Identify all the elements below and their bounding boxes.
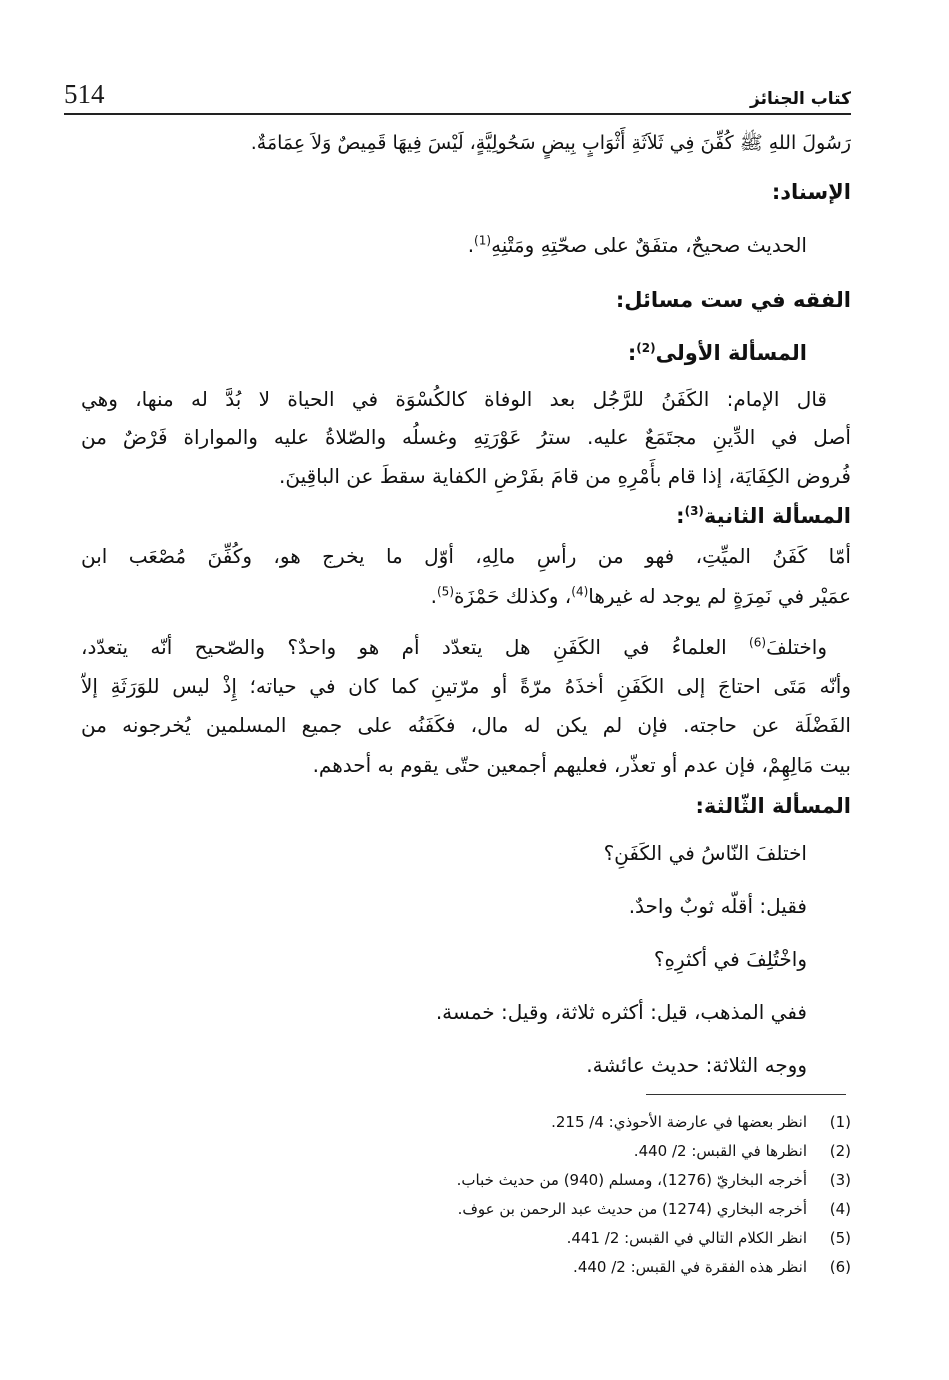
footnote-1 — [91, 1108, 851, 1137]
footnote-ref-6: (6) — [749, 635, 767, 650]
footnote-text: انظر هذه الفقرة في القبس: 2/ 440. — [573, 1258, 807, 1276]
footnote-ref-2: (2) — [636, 341, 656, 355]
isnad-heading: الإسناد: — [771, 180, 851, 204]
footnote-6 — [91, 1253, 851, 1282]
footnote-text: انظرها في القبس: 2/ 440. — [633, 1142, 807, 1160]
question-3-heading: المسألة الثّالثة: — [695, 794, 851, 818]
footnote-number: (2) — [829, 1142, 851, 1160]
isnad-sentence: الحديث صحيحٌ، متفَقٌ على صحّتِهِ ومَتْنِهِ — [491, 233, 807, 257]
footnote-text: انظر الكلام التالي في القبس: 2/ 441. — [566, 1229, 807, 1247]
question-2-line-2-end: . — [430, 584, 437, 608]
paragraph-3-line-3: الفَضْلَة عن حاجته. فإن لم يكن له مال، فكَفَنُه على جميع المسلمين يُخرجونه من — [81, 713, 851, 737]
footnote-number: (3) — [829, 1171, 851, 1189]
main-text — [81, 118, 851, 1092]
question-3-line-2: فقيل: أقلّه ثوبٌ واحدٌ. — [628, 894, 807, 918]
footnote-text: أخرجه البخاري (1274) من حديث عبد الرحمن بن عوف. — [457, 1200, 807, 1218]
footnotes — [91, 1108, 851, 1282]
paragraph-3-line-1-start: واختلفَ — [766, 635, 827, 659]
footnote-number: (4) — [829, 1200, 851, 1218]
page-number: 514 — [64, 79, 105, 109]
question-2-line-2 — [81, 576, 851, 628]
hadith-line: رَسُولَ اللهِ ﷺ كُفِّنَ فِي ثَلاَثَةِ أَثْوَابٍ بِيضٍ سَحُولِيَّةٍ، لَيْسَ فِيهَا قَمِيصٌ وَلاَ عِمَامَةٌ. — [250, 132, 851, 154]
question-3-line-4: ففي المذهب، قيل: أكثره ثلاثة، وقيل: خمسة. — [435, 1000, 807, 1024]
question-2-colon: : — [676, 504, 685, 528]
paragraph-3-line-1 — [81, 628, 851, 667]
running-title: كتاب الجنائز — [750, 89, 851, 109]
question-1-colon: : — [627, 341, 637, 365]
paragraph-3-line-4: بيت مَالِهِمْ، فإن عدم أو تعذّر، فعليهم أجمعين حتّى يقوم به أحدهم. — [312, 753, 851, 777]
footnote-3 — [91, 1166, 851, 1195]
footnote-rule — [646, 1094, 846, 1095]
paragraph-3-line-2: وأنّه مَتَى احتاجَ إلى الكَفَنِ أخذَهُ مرّةً أو مرّتينِ كما كان في حياته؛ إِذْ ليس للوَرَثَةِ إلاّ — [81, 674, 851, 698]
question-1-line-3: فُروض الكِفَايَة، إذا قام بأَمْرِهِ من قامَ بفَرْضِ الكفاية سقطَ عن الباقِينَ. — [278, 464, 851, 488]
footnote-ref-3: (3) — [684, 504, 704, 518]
page-header — [64, 66, 851, 108]
footnote-5 — [91, 1224, 851, 1253]
footnote-number: (6) — [829, 1258, 851, 1276]
question-1-line-1: قال الإمام: الكَفَنُ للرَّجُل بعد الوفاة كالكُسْوَة في الحياة لا بُدَّ له منها، وهي — [81, 387, 827, 411]
question-2-heading — [81, 496, 851, 536]
question-3-line-5: ووجه الثلاثة: حديث عائشة. — [586, 1053, 807, 1077]
isnad-period: . — [467, 233, 475, 257]
footnote-2 — [91, 1137, 851, 1166]
question-2-line-2-start: عمَيْر في نَمِرَةٍ لم يوجد له غيرها — [588, 584, 851, 608]
question-1-title: المسألة الأولى — [655, 341, 807, 365]
question-2-line-1: أمّا كَفَنُ الميِّتِ، فهو من رأسِ مالِهِ، أوّل ما يخرج هو، وكُفِّنَ مُصْعَب ابن — [81, 544, 851, 568]
question-2-line-2-middle: ، وكذلك حَمْزَة — [454, 584, 572, 608]
fiqh-heading: الفقه في ست مسائل: — [615, 288, 851, 312]
header-rule — [64, 113, 851, 115]
question-1-heading — [81, 326, 851, 380]
question-2-title: المسألة الثانية — [703, 504, 851, 528]
isnad-text — [81, 216, 851, 274]
footnote-ref-1: (1) — [474, 233, 492, 248]
footnote-4 — [91, 1195, 851, 1224]
footnote-ref-4: (4) — [571, 584, 589, 599]
footnote-text: انظر بعضها في عارضة الأحوذي: 4/ 215. — [551, 1113, 807, 1131]
footnote-text: أخرجه البخاريّ (1276)، ومسلم (940) من حديث خباب. — [456, 1171, 807, 1189]
question-3-line-1: اختلفَ النّاسُ في الكَفَنِ؟ — [603, 841, 807, 865]
question-1-line-2: أصل في الدِّينِ مجتَمَعٌ عليه. سترُ عَوْرَتِهِ وغسلُه والصّلاةُ عليه والمواراة فَرْضٌ من — [81, 425, 851, 449]
footnote-number: (5) — [829, 1229, 851, 1247]
question-3-line-3: واخْتُلِفَ في أكثرِهِ؟ — [653, 947, 807, 971]
footnote-ref-5: (5) — [436, 584, 454, 599]
paragraph-3-line-1-rest: العلماءُ في الكَفَنِ هل يتعدّد أم هو واحدٌ؟ والصّحيح أنّه يتعدّد، — [81, 635, 750, 659]
footnote-number: (1) — [829, 1113, 851, 1131]
